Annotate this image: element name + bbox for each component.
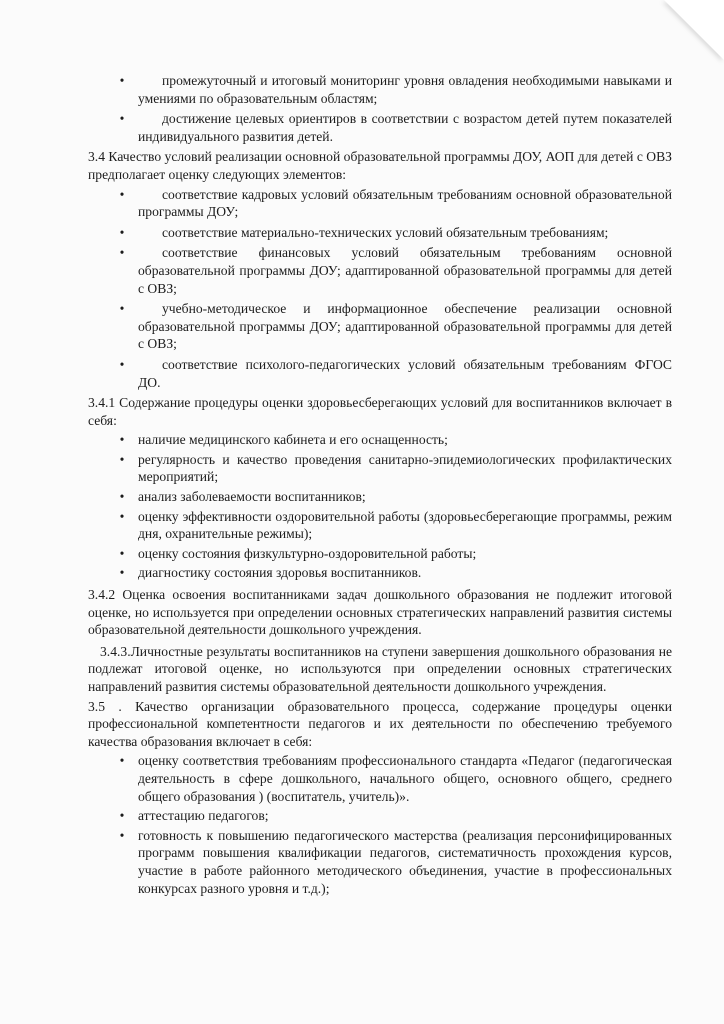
list-item: [100, 545, 672, 563]
bullet-icon: •: [119, 245, 125, 261]
list-item-text: соответствие кадровых условий обязательным требованиям основной образовательной программы ДОУ;: [138, 186, 672, 220]
list-item-text: анализ заболеваемости воспитанников;: [138, 489, 366, 505]
bullet-icon: •: [119, 224, 125, 240]
bullet-icon: •: [119, 545, 125, 561]
section-3-3-tail-list: [100, 72, 672, 145]
bullet-icon: •: [119, 186, 125, 202]
bullet-icon: •: [119, 73, 125, 88]
section-3-5-heading: 3.5 . Качество организации образовательного процесса, содержание процедуры оценки профессиональной компетентности педагогов и их деятельности по обеспечению требуемого качества образования включает в себя:: [88, 698, 672, 749]
section-3-4-3-paragraph: 3.4.3.Личностные результаты воспитанников на ступени завершения дошкольного образования не подлежат итоговой оценке, но используются при определении основных стратегических направлений развития системы образовательной деятельности дошкольного учреждения.: [88, 643, 672, 694]
section-3-4-list: [100, 186, 672, 392]
list-item-text: аттестацию педагогов;: [138, 808, 269, 824]
section-3-4-1-list: [100, 431, 672, 582]
bullet-icon: •: [119, 451, 125, 467]
list-item: [100, 488, 672, 506]
list-item-text: достижение целевых ориентиров в соответствии с возрастом детей путем показателей индивидуального развития детей.: [138, 111, 672, 144]
bullet-icon: •: [119, 808, 125, 824]
list-item-text: учебно-методическое и информационное обеспечение реализации основной образовательной программы ДОУ; адаптированной образовательной программы для детей с ОВЗ;: [138, 301, 672, 352]
list-item: [100, 431, 672, 449]
section-3-4-heading: 3.4 Качество условий реализации основной образовательной программы ДОУ, АОП для детей с ОВЗ предполагает оценку следующих элементов:: [88, 149, 672, 182]
list-item: [100, 807, 672, 825]
list-item: [100, 356, 672, 391]
list-item: [100, 110, 672, 145]
list-item: [100, 451, 672, 486]
bullet-icon: •: [119, 565, 125, 581]
list-item-text: оценку соответствия требованиям профессионального стандарта «Педагог (педагогическая деятельность в сфере дошкольного, начального общего, основного общего, среднего общего образования ) (воспитатель, учитель)».: [138, 753, 672, 804]
list-item: [100, 564, 672, 582]
bullet-icon: •: [119, 489, 125, 505]
list-item-text: диагностику состояния здоровья воспитанников.: [138, 565, 422, 581]
page-fold-corner: [664, 0, 724, 60]
list-item-text: соответствие финансовых условий обязательным требованиям основной образовательной программы ДОУ; адаптированной образовательной программы для детей с ОВЗ;: [138, 245, 672, 296]
list-item: [100, 300, 672, 353]
list-item: [100, 224, 672, 242]
section-3-4-1-heading: 3.4.1 Содержание процедуры оценки здоровьесберегающих условий для воспитанников включает в себя:: [88, 395, 672, 428]
bullet-icon: •: [119, 827, 125, 843]
list-item: [100, 244, 672, 297]
list-item-text: регулярность и качество проведения санитарно-эпидемиологических профилактических мероприятий;: [138, 451, 672, 485]
list-item: [100, 186, 672, 221]
list-item: [100, 827, 672, 897]
section-3-5-list: [100, 752, 672, 897]
list-item-text: соответствие материально-технических условий обязательным требованиям;: [162, 224, 609, 240]
bullet-icon: •: [119, 356, 125, 372]
list-item-text: наличие медицинского кабинета и его оснащенность;: [138, 432, 448, 448]
list-item-text: оценку состояния физкультурно-оздоровительной работы;: [138, 545, 477, 561]
document-body: [88, 72, 672, 899]
list-item: [100, 508, 672, 543]
list-item: [100, 72, 672, 107]
section-3-4-2-paragraph: 3.4.2 Оценка освоения воспитанниками задач дошкольного образования не подлежит итоговой оценке, но используется при определении основных стратегических направлений развития системы образовательной деятельности дошкольного учреждения.: [88, 587, 672, 638]
list-item-text: промежуточный и итоговый мониторинг уровня овладения необходимыми навыками и умениями по образовательным областям;: [138, 73, 672, 106]
bullet-icon: •: [119, 111, 125, 127]
list-item: [100, 752, 672, 805]
bullet-icon: •: [119, 753, 125, 769]
list-item-text: готовность к повышению педагогического мастерства (реализация персонифицированных программ повышения квалификации педагогов, систематичность прохождения курсов, участие в работе районного методического объединения, участие в профессиональных конкурсах разного уровня и т.д.);: [138, 827, 672, 896]
bullet-icon: •: [119, 432, 125, 448]
bullet-icon: •: [119, 301, 125, 317]
bullet-icon: •: [119, 508, 125, 524]
list-item-text: оценку эффективности оздоровительной работы (здоровьесберегающие программы, режим дня, охранительные режимы);: [138, 508, 672, 542]
list-item-text: соответствие психолого-педагогических условий обязательным требованиям ФГОС ДО.: [138, 356, 672, 390]
